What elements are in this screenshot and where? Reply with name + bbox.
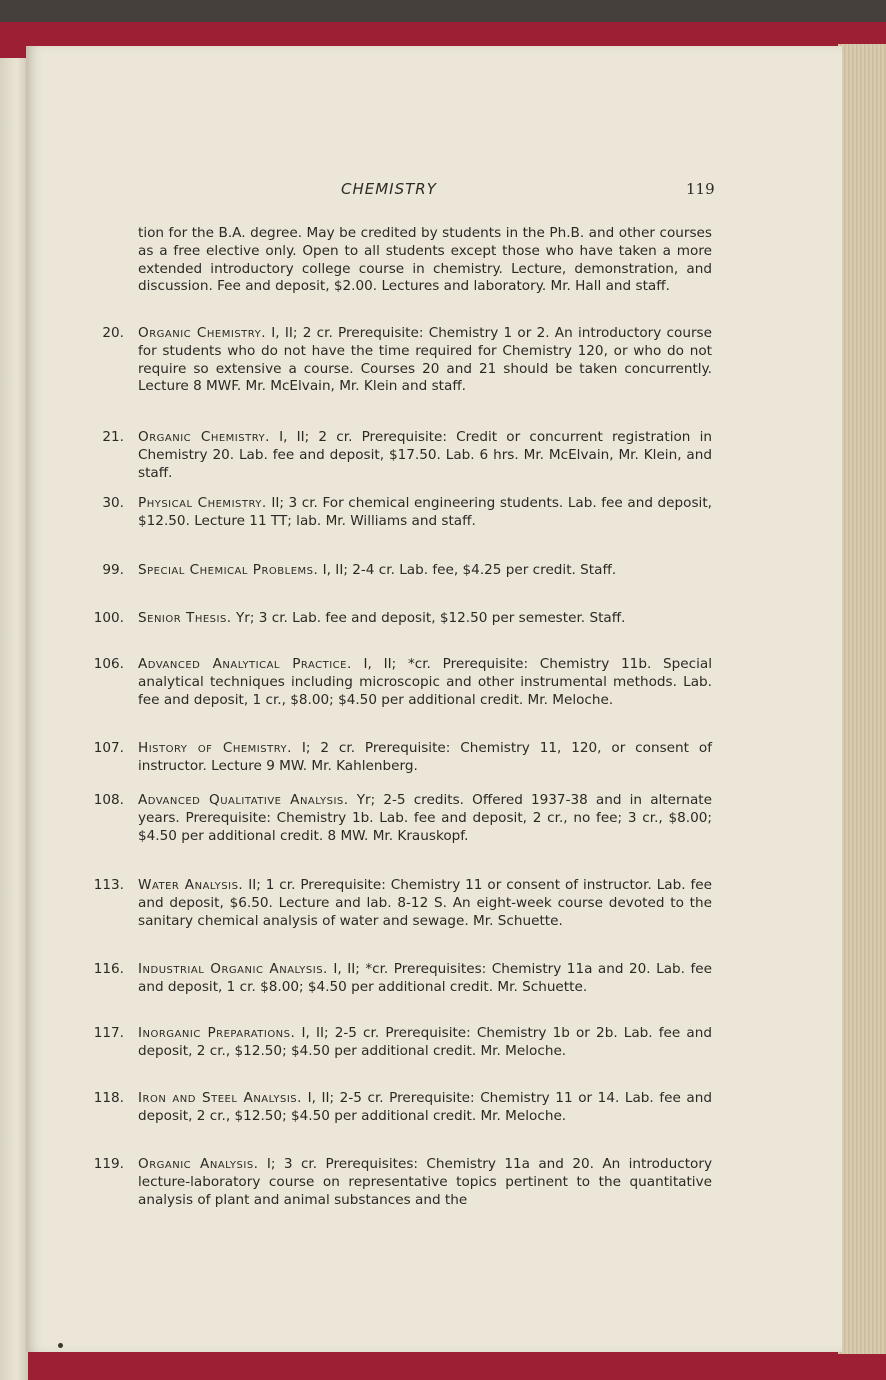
course-title: Industrial Organic Analysis. xyxy=(138,961,328,977)
course-description: I, II; 2 cr. Prerequisite: Chemistry 1 or 2. An introductory course for students who do not have the time required for Chemistry 120, or who do not require so extensive a course. Courses 20 and 21 should be taken concurrently. Lecture 8 MWF. Mr. McElvain, Mr. Klein and staff. xyxy=(138,325,712,395)
course-title: Water Analysis. xyxy=(138,877,244,893)
course-text xyxy=(138,1090,712,1126)
course-text xyxy=(138,1156,712,1209)
course-description: I; 3 cr. Prerequisites: Chemistry 11a and 20. An introductory lecture-laboratory course on representative topics pertinent to the quantitative analysis of plant and animal substances and the xyxy=(138,1156,712,1208)
page-number: 119 xyxy=(686,180,715,198)
running-title: CHEMISTRY xyxy=(341,180,437,198)
course-text xyxy=(138,792,712,845)
course-title: Senior Thesis. xyxy=(138,610,232,626)
course-text xyxy=(138,429,712,482)
course-description: I, II; 2-4 cr. Lab. fee, $4.25 per credit. Staff. xyxy=(322,562,617,578)
page-edges xyxy=(838,44,886,1354)
course-description: I, II; 2 cr. Prerequisite: Credit or concurrent registration in Chemistry 20. Lab. fee and deposit, $17.50. Lab. 6 hrs. Mr. McElvain, Mr. Klein, and staff. xyxy=(138,429,712,481)
course-text xyxy=(138,740,712,776)
course-number: 108. xyxy=(93,792,124,808)
course-title: Iron and Steel Analysis. xyxy=(138,1090,302,1106)
course-number: 119. xyxy=(93,1156,124,1172)
course-number: 99. xyxy=(102,562,124,578)
course-text xyxy=(138,610,712,628)
course-number: 118. xyxy=(93,1090,124,1106)
course-text xyxy=(138,1025,712,1061)
page-speck xyxy=(58,1343,63,1348)
course-title: Special Chemical Problems. xyxy=(138,562,319,578)
course-description: II; 3 cr. For chemical engineering students. Lab. fee and deposit, $12.50. Lecture 11 TT; lab. Mr. Williams and staff. xyxy=(138,495,712,529)
continuation-paragraph: tion for the B.A. degree. May be credited by students in the Ph.B. and other courses as a free elective only. Open to all students except those who have taken a more extended introductory college course in chemistry. Lecture, demonstration, and discussion. Fee and deposit, $2.00. Lectures and laboratory. Mr. Hall and staff. xyxy=(138,225,712,295)
course-text xyxy=(138,877,712,930)
page-header xyxy=(0,180,886,202)
course-title: Physical Chemistry. xyxy=(138,495,267,511)
course-text xyxy=(138,495,712,531)
course-description: II; 1 cr. Prerequisite: Chemistry 11 or consent of instructor. Lab. fee and deposit, $6.50. Lecture and lab. 8-12 S. An eight-week course devoted to the sanitary chemical analysis of water and sewage. Mr. Schuette. xyxy=(138,877,712,929)
course-number: 30. xyxy=(102,495,124,511)
course-number: 21. xyxy=(102,429,124,445)
course-description: Yr; 3 cr. Lab. fee and deposit, $12.50 per semester. Staff. xyxy=(235,610,626,626)
course-description: I; 2 cr. Prerequisite: Chemistry 11, 120, or consent of instructor. Lecture 9 MW. Mr. Kahlenberg. xyxy=(138,740,712,774)
course-number: 106. xyxy=(93,656,124,672)
course-text xyxy=(138,656,712,709)
course-title: Advanced Analytical Practice. xyxy=(138,656,352,672)
course-text xyxy=(138,562,712,580)
course-title: Organic Analysis. xyxy=(138,1156,259,1172)
course-description: I, II; 2-5 cr. Prerequisite: Chemistry 1b or 2b. Lab. fee and deposit, 2 cr., $12.50; $4.50 per additional credit. Mr. Meloche. xyxy=(138,1025,713,1059)
course-title: History of Chemistry. xyxy=(138,740,292,756)
previous-page-strip xyxy=(0,58,28,1380)
course-description: I, II; 2-5 cr. Prerequisite: Chemistry 11 or 14. Lab. fee and deposit, 2 cr., $12.50; $4.50 per additional credit. Mr. Meloche. xyxy=(138,1090,713,1124)
course-number: 116. xyxy=(93,961,124,977)
course-title: Organic Chemistry. xyxy=(138,429,270,445)
course-number: 113. xyxy=(93,877,124,893)
course-number: 117. xyxy=(93,1025,124,1041)
course-description: I, II; *cr. Prerequisite: Chemistry 11b. Special analytical techniques including microscopic and other instrumental methods. Lab. fee and deposit, 1 cr., $8.00; $4.50 per additional credit. Mr. Meloche. xyxy=(138,656,712,708)
course-title: Advanced Qualitative Analysis. xyxy=(138,792,349,808)
course-number: 100. xyxy=(93,610,124,626)
course-text xyxy=(138,961,712,997)
course-description: Yr; 2-5 credits. Offered 1937-38 and in alternate years. Prerequisite: Chemistry 1b. Lab. fee and deposit, 2 cr., no fee; 3 cr., $8.00; $4.50 per additional credit. 8 MW. Mr. Krauskopf. xyxy=(138,792,712,844)
course-number: 20. xyxy=(102,325,124,341)
course-text xyxy=(138,325,712,396)
course-title: Inorganic Preparations. xyxy=(138,1025,296,1041)
course-title: Organic Chemistry. xyxy=(138,325,267,341)
course-description: I, II; *cr. Prerequisites: Chemistry 11a and 20. Lab. fee and deposit, 1 cr. $8.00; $4.50 per additional credit. Mr. Schuette. xyxy=(138,961,712,995)
course-number: 107. xyxy=(93,740,124,756)
